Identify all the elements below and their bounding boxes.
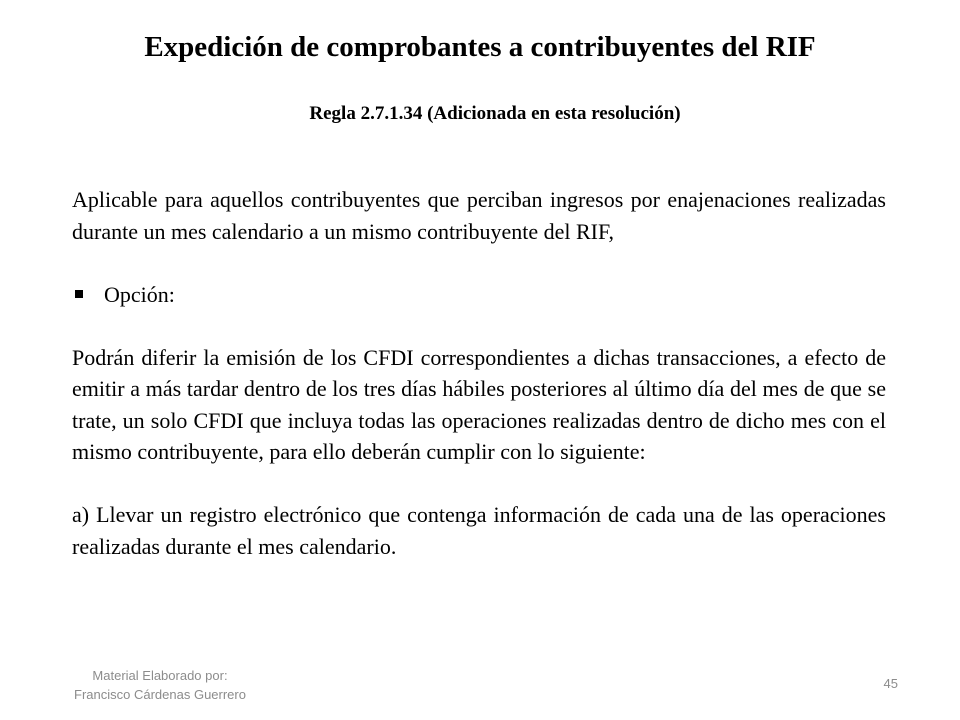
footer-credit-line-1: Material Elaborado por: [92, 668, 228, 683]
footer-credit [60, 666, 260, 704]
page-number: 45 [883, 676, 898, 691]
paragraph-deferral: Podrán diferir la emisión de los CFDI correspondientes a dichas transacciones, a efecto de emitir a más tardar dentro de los tres días hábiles posteriores al último día del mes de que se trate, un solo CFDI que incluya todas las operaciones realizadas dentro de dicho mes con el mismo contribuyente, para ello deberán cumplir con lo siguiente: [72, 344, 886, 464]
footer-credit-line-2: Francisco Cárdenas Guerrero [74, 687, 246, 702]
bullet-option-label: Opción: [104, 281, 175, 307]
square-bullet-icon [75, 290, 83, 298]
paragraph-requirement-a: a) Llevar un registro electrónico que contenga información de cada una de las operaciones realizadas durante el mes calendario. [72, 502, 886, 559]
bullet-option [72, 279, 886, 311]
paragraph-applicability: Aplicable para aquellos contribuyentes que perciban ingresos por enajenaciones realizadas durante un mes calendario a un mismo contribuyente del RIF, [72, 187, 886, 244]
slide-title: Expedición de comprobantes a contribuyentes del RIF [144, 31, 816, 63]
slide-body [72, 184, 886, 562]
slide-subtitle: Regla 2.7.1.34 (Adicionada en esta resolución) [309, 103, 681, 124]
